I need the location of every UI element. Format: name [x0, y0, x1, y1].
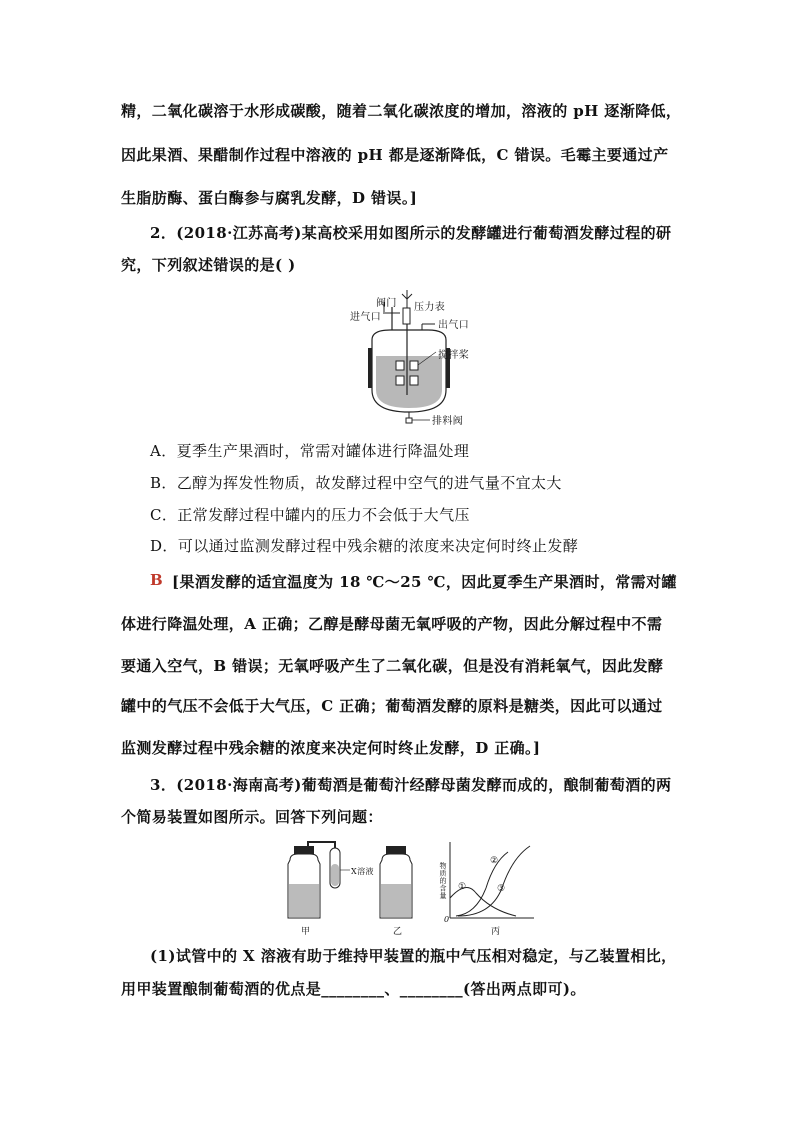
- q2-option-d: D．可以通过监测发酵过程中残余糖的浓度来决定何时终止发酵: [150, 537, 579, 555]
- fermenter-stirrer-label: 搅拌桨: [438, 350, 470, 361]
- prev-explanation-line-1: 精，二氧化碳溶于水形成碳酸，随着二氧化碳浓度的增加，溶液的 pH 逐渐降低，: [121, 102, 682, 120]
- q2-answer-letter: B: [150, 571, 164, 589]
- prev-explanation-line-3: 生脂肪酶、蛋白酶参与腐乳发酵，D 错误。]: [121, 189, 418, 207]
- q2-explanation-line-2: 体进行降温处理，A 正确；乙醇是酵母菌无氧呼吸的产物，因此分解过程中不需: [121, 615, 663, 633]
- q3-sub1-line-2: 用甲装置酿制葡萄酒的优点是________、________(答出两点即可)。: [121, 980, 586, 998]
- curve-3-label: ③: [497, 884, 506, 894]
- q2-stem-line-2: 究，下列叙述错误的是( ): [121, 256, 296, 274]
- apparatus-yi-label: 乙: [393, 927, 403, 937]
- q2-explanation-line-1: [果酒发酵的适宜温度为 18 ℃～25 ℃，因此夏季生产果酒时，常需对罐: [172, 573, 677, 591]
- fermenter-drain-label: 排料阀: [432, 416, 464, 427]
- q2-explanation-line-3: 要通入空气，B 错误；无氧呼吸产生了二氧化碳，但是没有消耗氧气，因此发酵: [121, 657, 664, 675]
- curve-y-axis-label: 物质的含量: [439, 862, 447, 899]
- q2-stem-line-1: 2．(2018·江苏高考)某高校采用如图所示的发酵罐进行葡萄酒发酵过程的研: [150, 224, 672, 242]
- fermenter-pressure-label: 压力表: [414, 302, 446, 313]
- q2-option-b: B．乙醇为挥发性物质，故发酵过程中空气的进气量不宜太大: [150, 474, 562, 492]
- curve-origin-label: 0: [444, 915, 450, 924]
- q2-explanation-line-5: 监测发酵过程中残余糖的浓度来决定何时终止发酵，D 正确。]: [121, 739, 541, 757]
- q3-stem-line-2: 个简易装置如图所示。回答下列问题：: [121, 808, 383, 826]
- curve-1-label: ①: [458, 882, 467, 892]
- x-solution-label: X溶液: [351, 867, 374, 876]
- q3-stem-line-1: 3．(2018·海南高考)葡萄酒是葡萄汁经酵母菌发酵而成的，酿制葡萄酒的两: [150, 776, 672, 794]
- fermenter-valve-label: 阀门: [376, 298, 397, 309]
- fermenter-outlet-label: 出气口: [438, 320, 470, 331]
- curve-bing-label: 丙: [491, 927, 501, 937]
- prev-explanation-line-2: 因此果酒、果醋制作过程中溶液的 pH 都是逐渐降低，C 错误。毛霉主要通过产: [121, 146, 669, 164]
- apparatus-jia-label: 甲: [301, 927, 311, 937]
- q3-sub1-line-1: (1)试管中的 X 溶液有助于维持甲装置的瓶中气压相对稳定，与乙装置相比，: [150, 947, 677, 965]
- curve-chart-figure: [436, 838, 536, 928]
- apparatus-figure: [280, 840, 430, 935]
- fermenter-inlet-label: 进气口: [350, 312, 382, 323]
- q2-option-c: C．正常发酵过程中罐内的压力不会低于大气压: [150, 506, 470, 524]
- curve-2-label: ②: [490, 856, 499, 866]
- q2-option-a: A．夏季生产果酒时，常需对罐体进行降温处理: [150, 442, 470, 460]
- q2-explanation-line-4: 罐中的气压不会低于大气压，C 正确；葡萄酒发酵的原料是糖类，因此可以通过: [121, 697, 663, 715]
